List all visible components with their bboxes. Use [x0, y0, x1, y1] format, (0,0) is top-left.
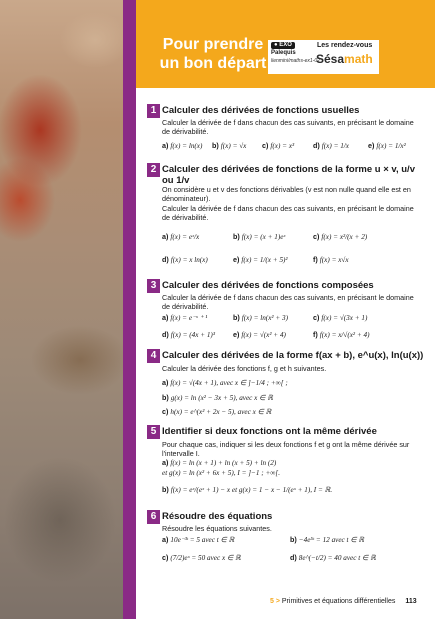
exercise-title: Calculer des dérivées de fonctions composées [162, 280, 374, 291]
exercise-item: a) f(x) = ln(x) [162, 141, 203, 150]
exercise-item: d) f(x) = (4x + 1)³ [162, 330, 215, 339]
page-number: 113 [405, 598, 417, 605]
exercise-item: f) f(x) = x/√(x² + 4) [313, 330, 370, 339]
exercise-instructions: Calculer la dérivée de f dans chacun des cas suivants, en précisant le domaine de dérivabilité. [162, 204, 414, 222]
exercise-item: d) 8e^(−t/2) = 40 avec t ∈ ℝ [290, 553, 376, 562]
exo-link[interactable]: lienmini/maths-ex1-02 [271, 58, 320, 64]
exercise-number: 4 [147, 349, 160, 363]
exercise-item: e) f(x) = 1/x² [368, 141, 406, 150]
exercise-item: b) f(x) = eˣ/(eˣ + 1) − x et g(x) = 1 − x − 1/(eˣ + 1), I = ℝ. [162, 485, 333, 494]
chapter-title: Primitives et équations différentielles [281, 598, 396, 605]
exo-row [271, 42, 295, 49]
exercise-title: Calculer des dérivées de fonctions usuelles [162, 105, 360, 116]
exercise-item: b) f(x) = √x [212, 141, 247, 150]
exo-badge: ● EXO [271, 42, 295, 49]
exercise-item: a) 10e⁻³ᵗ = 5 avec t ∈ ℝ [162, 535, 235, 544]
sesamath-logo: Sésamath [316, 52, 373, 66]
chapter-number: 5 > [270, 598, 280, 605]
exercise-instructions: Calculer la dérivée des fonctions f, g et h suivantes. [162, 364, 327, 373]
exercise-item: c) (7/2)eˣ = 50 avec x ∈ ℝ [162, 553, 241, 562]
palier-label: Palequis [271, 50, 296, 56]
exercise-item: a) f(x) = √(4x + 1), avec x ∈ ]−1/4 ; +∞[ ; [162, 378, 288, 387]
exercise-title: Résoudre des équations [162, 511, 273, 522]
exercise-item: a) f(x) = eˣ/x [162, 232, 200, 241]
exercise-item: a) f(x) = e⁻ˣ ⁺ ¹ [162, 313, 208, 322]
exercise-item: c) h(x) = e^(x² + 2x − 5), avec x ∈ ℝ [162, 407, 272, 416]
exercise-instructions: Calculer la dérivée de f dans chacun des cas suivants, en précisant le domaine de dérivabilité. [162, 118, 414, 136]
exercise-item: d) f(x) = x ln(x) [162, 255, 208, 264]
exercise-item: d) f(x) = 1/x [313, 141, 349, 150]
exercise-instructions: Résoudre les équations suivantes. [162, 524, 272, 533]
exercise-number: 6 [147, 510, 160, 524]
rdv-label: Les rendez-vous [317, 42, 373, 49]
page-title: Pour prendre un bon départ [159, 36, 267, 72]
exercise-instructions: Calculer la dérivée de f dans chacun des cas suivants, en précisant le domaine de dérivabilité. [162, 293, 414, 311]
exercise-item: b) f(x) = (x + 1)eˣ [233, 232, 286, 241]
exercise-item: et g(x) = ln (x² + 6x + 5), I = ]−1 ; +∞[. [162, 469, 281, 477]
exercise-instructions: Pour chaque cas, indiquer si les deux fonctions f et g ont la même dérivée sur l'intervalle I. [162, 440, 410, 458]
exercise-item: c) f(x) = x³ [262, 141, 295, 150]
exercise-item: e) f(x) = 1/(x + 5)² [233, 255, 288, 264]
exercise-number: 2 [147, 163, 160, 177]
page-header [136, 0, 435, 88]
exercise-item: c) f(x) = x²/(x + 2) [313, 232, 368, 241]
exercise-item: b) −4e⁵ᵗ = 12 avec t ∈ ℝ [290, 535, 365, 544]
exercise-number: 3 [147, 279, 160, 293]
exercise-title: Calculer des dérivées de la forme f(ax + b), e^u(x), ln(u(x)) [162, 350, 424, 361]
side-color-bar [123, 0, 136, 619]
exercise-number: 1 [147, 104, 160, 118]
exercise-item: b) g(x) = ln (x² − 3x + 5), avec x ∈ ℝ [162, 393, 273, 402]
exercise-item: e) f(x) = √(x² + 4) [233, 330, 286, 339]
exercise-item: f) f(x) = x√x [313, 255, 349, 264]
page-footer [270, 598, 417, 605]
palier-row [271, 50, 296, 57]
exercise-title: Identifier si deux fonctions ont la même dérivée [162, 426, 377, 437]
exercise-item: c) f(x) = √(3x + 1) [313, 313, 368, 322]
exercise-instructions: On considère u et v des fonctions dérivables (v est non nulle quand elle est en dénominateur). [162, 185, 411, 203]
exercise-number: 5 [147, 425, 160, 439]
exercise-item: a) f(x) = ln (x + 1) + ln (x + 5) + ln (2) [162, 458, 277, 467]
exercise-title: Calculer des dérivées de fonctions de la forme u × v, u/v ou 1/v [162, 164, 415, 186]
cave-painting-photo [0, 0, 123, 619]
exercise-item: b) f(x) = ln(x² + 3) [233, 313, 288, 322]
resources-panel [268, 40, 379, 74]
